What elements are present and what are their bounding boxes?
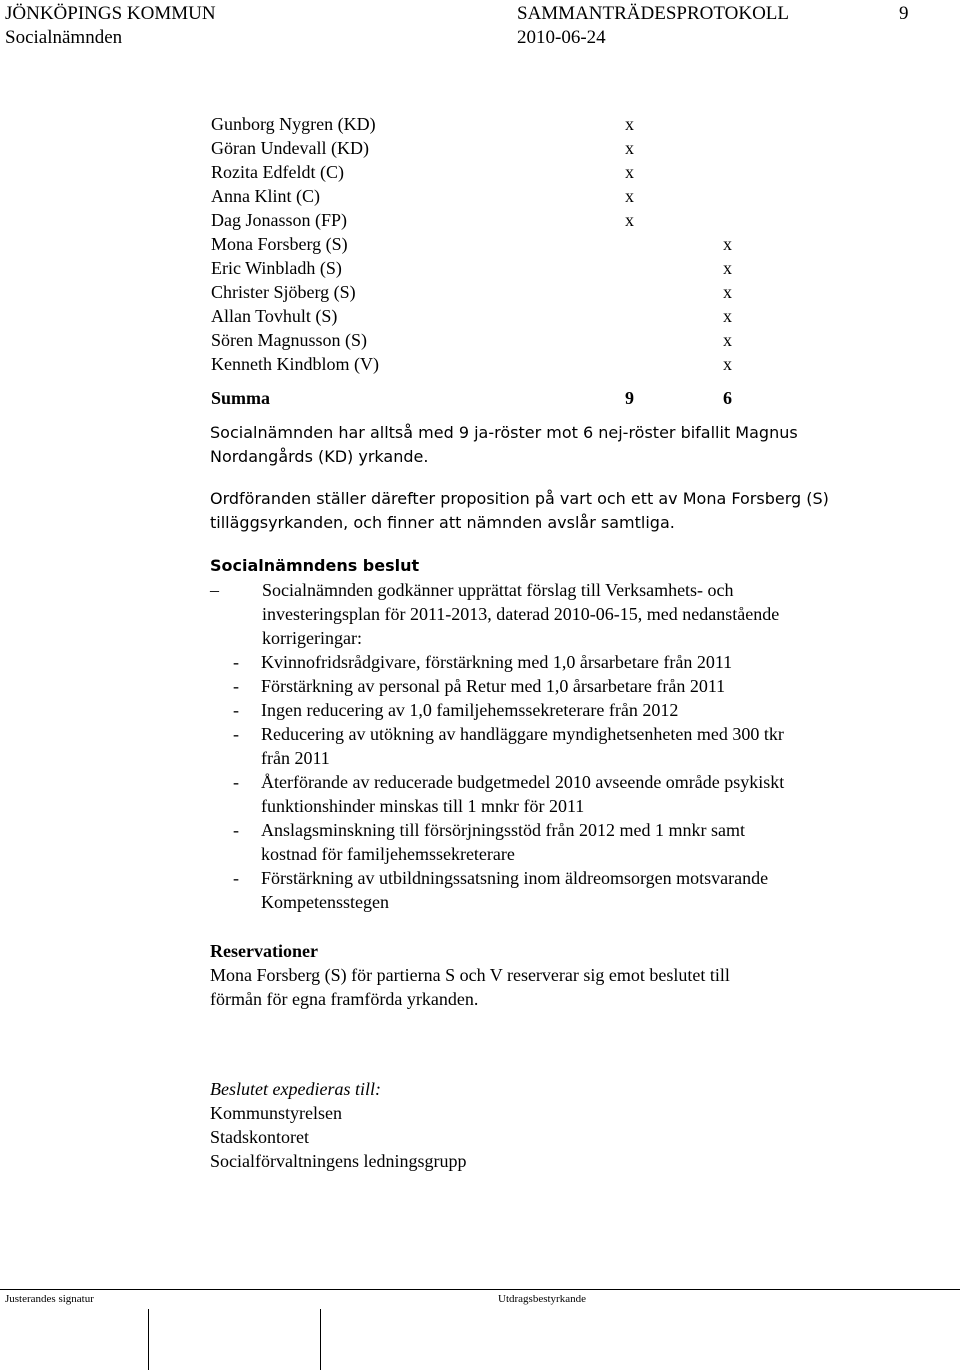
summa-label: Summa [211, 388, 271, 408]
text-line: tilläggsyrkanden, och finner att nämnden avslår samtliga. [210, 513, 675, 532]
item-text: funktionshinder minskas till 1 mnkr för 2011 [261, 796, 585, 816]
reservations-heading: Reservationer [210, 941, 318, 961]
municipality-name: JÖNKÖPINGS KOMMUN [5, 3, 216, 24]
item-text: Ingen reducering av 1,0 familjehemssekreterare från 2012 [261, 700, 679, 720]
nej-mark: x [723, 282, 732, 302]
ja-mark: x [625, 162, 634, 182]
text-line: Nordangårds (KD) yrkande. [210, 447, 429, 466]
committee-name: Socialnämnden [5, 27, 123, 48]
item-text: kostnad för familjehemssekreterare [261, 844, 515, 864]
member-name: Sören Magnusson (S) [211, 330, 367, 350]
nej-mark: x [723, 306, 732, 326]
member-name: Christer Sjöberg (S) [211, 282, 356, 302]
ja-mark: x [625, 114, 634, 134]
item-dash: - [233, 820, 239, 840]
item-dash: - [233, 676, 239, 696]
text-line: Ordföranden ställer därefter proposition på vart och ett av Mona Forsberg (S) [210, 489, 829, 508]
signature-divider [148, 1309, 149, 1370]
page-number: 9 [899, 3, 909, 24]
item-text: Förstärkning av utbildningssatsning inom äldreomsorgen motsvarande [261, 868, 769, 888]
nej-mark: x [723, 258, 732, 278]
decision-heading: Socialnämndens beslut [210, 556, 420, 575]
item-text: Kvinnofridsrådgivare, förstärkning med 1,0 årsarbetare från 2011 [261, 652, 733, 672]
item-dash: - [233, 700, 239, 720]
item-dash: - [233, 652, 239, 672]
nej-mark: x [723, 330, 732, 350]
ja-mark: x [625, 138, 634, 158]
decision-dash: – [210, 580, 219, 600]
member-name: Anna Klint (C) [211, 186, 320, 206]
text-line: förmån för egna framförda yrkanden. [210, 989, 479, 1009]
member-name: Gunborg Nygren (KD) [211, 114, 376, 134]
member-name: Kenneth Kindblom (V) [211, 354, 379, 374]
ja-mark: x [625, 210, 634, 230]
nej-mark: x [723, 234, 732, 254]
member-name: Mona Forsberg (S) [211, 234, 348, 254]
signature-label: Justerandes signatur [5, 1293, 94, 1305]
ja-mark: x [625, 186, 634, 206]
item-text: Återförande av reducerade budgetmedel 2010 avseende område psykiskt [261, 772, 785, 792]
text-line: Mona Forsberg (S) för partierna S och V reserverar sig emot beslutet till [210, 965, 730, 985]
certification-label: Utdragsbestyrkande [498, 1293, 586, 1305]
reservations-text [210, 963, 730, 1011]
item-text: Förstärkning av personal på Retur med 1,0 årsarbetare från 2011 [261, 676, 726, 696]
item-dash: - [233, 772, 239, 792]
item-dash: - [233, 868, 239, 888]
meeting-date: 2010-06-24 [517, 27, 606, 48]
member-name: Rozita Edfeldt (C) [211, 162, 344, 182]
item-text: Kompetensstegen [261, 892, 389, 912]
text-line: korrigeringar: [262, 628, 362, 648]
text-line: investeringsplan för 2011-2013, daterad 2010-06-15, med nedanstående [262, 604, 780, 624]
signature-divider [320, 1309, 321, 1370]
nej-mark: x [723, 354, 732, 374]
recipient: Socialförvaltningens ledningsgrupp [210, 1151, 467, 1171]
member-name: Göran Undevall (KD) [211, 138, 369, 158]
vote-result-paragraph [210, 421, 798, 469]
chair-proposition-paragraph [210, 487, 829, 535]
text-line: Socialnämnden har alltså med 9 ja-röster mot 6 nej-röster bifallit Magnus [210, 423, 798, 442]
protocol-title: SAMMANTRÄDESPROTOKOLL [517, 3, 790, 24]
footer-rule [0, 1289, 960, 1290]
summa-nej: 6 [723, 388, 732, 408]
distribution-list [210, 1101, 466, 1173]
recipient: Kommunstyrelsen [210, 1103, 342, 1123]
item-text: Anslagsminskning till försörjningsstöd från 2012 med 1 mnkr samt [261, 820, 745, 840]
item-dash: - [233, 724, 239, 744]
item-text: Reducering av utökning av handläggare myndighetsenheten med 300 tkr [261, 724, 784, 744]
member-name: Allan Tovhult (S) [211, 306, 338, 326]
distribution-heading: Beslutet expedieras till: [210, 1079, 381, 1099]
member-name: Dag Jonasson (FP) [211, 210, 348, 230]
text-line: Socialnämnden godkänner upprättat förslag till Verksamhets- och [262, 580, 734, 600]
recipient: Stadskontoret [210, 1127, 309, 1147]
summa-ja: 9 [625, 388, 634, 408]
item-text: från 2011 [261, 748, 330, 768]
decision-intro [262, 578, 779, 650]
member-name: Eric Winbladh (S) [211, 258, 342, 278]
